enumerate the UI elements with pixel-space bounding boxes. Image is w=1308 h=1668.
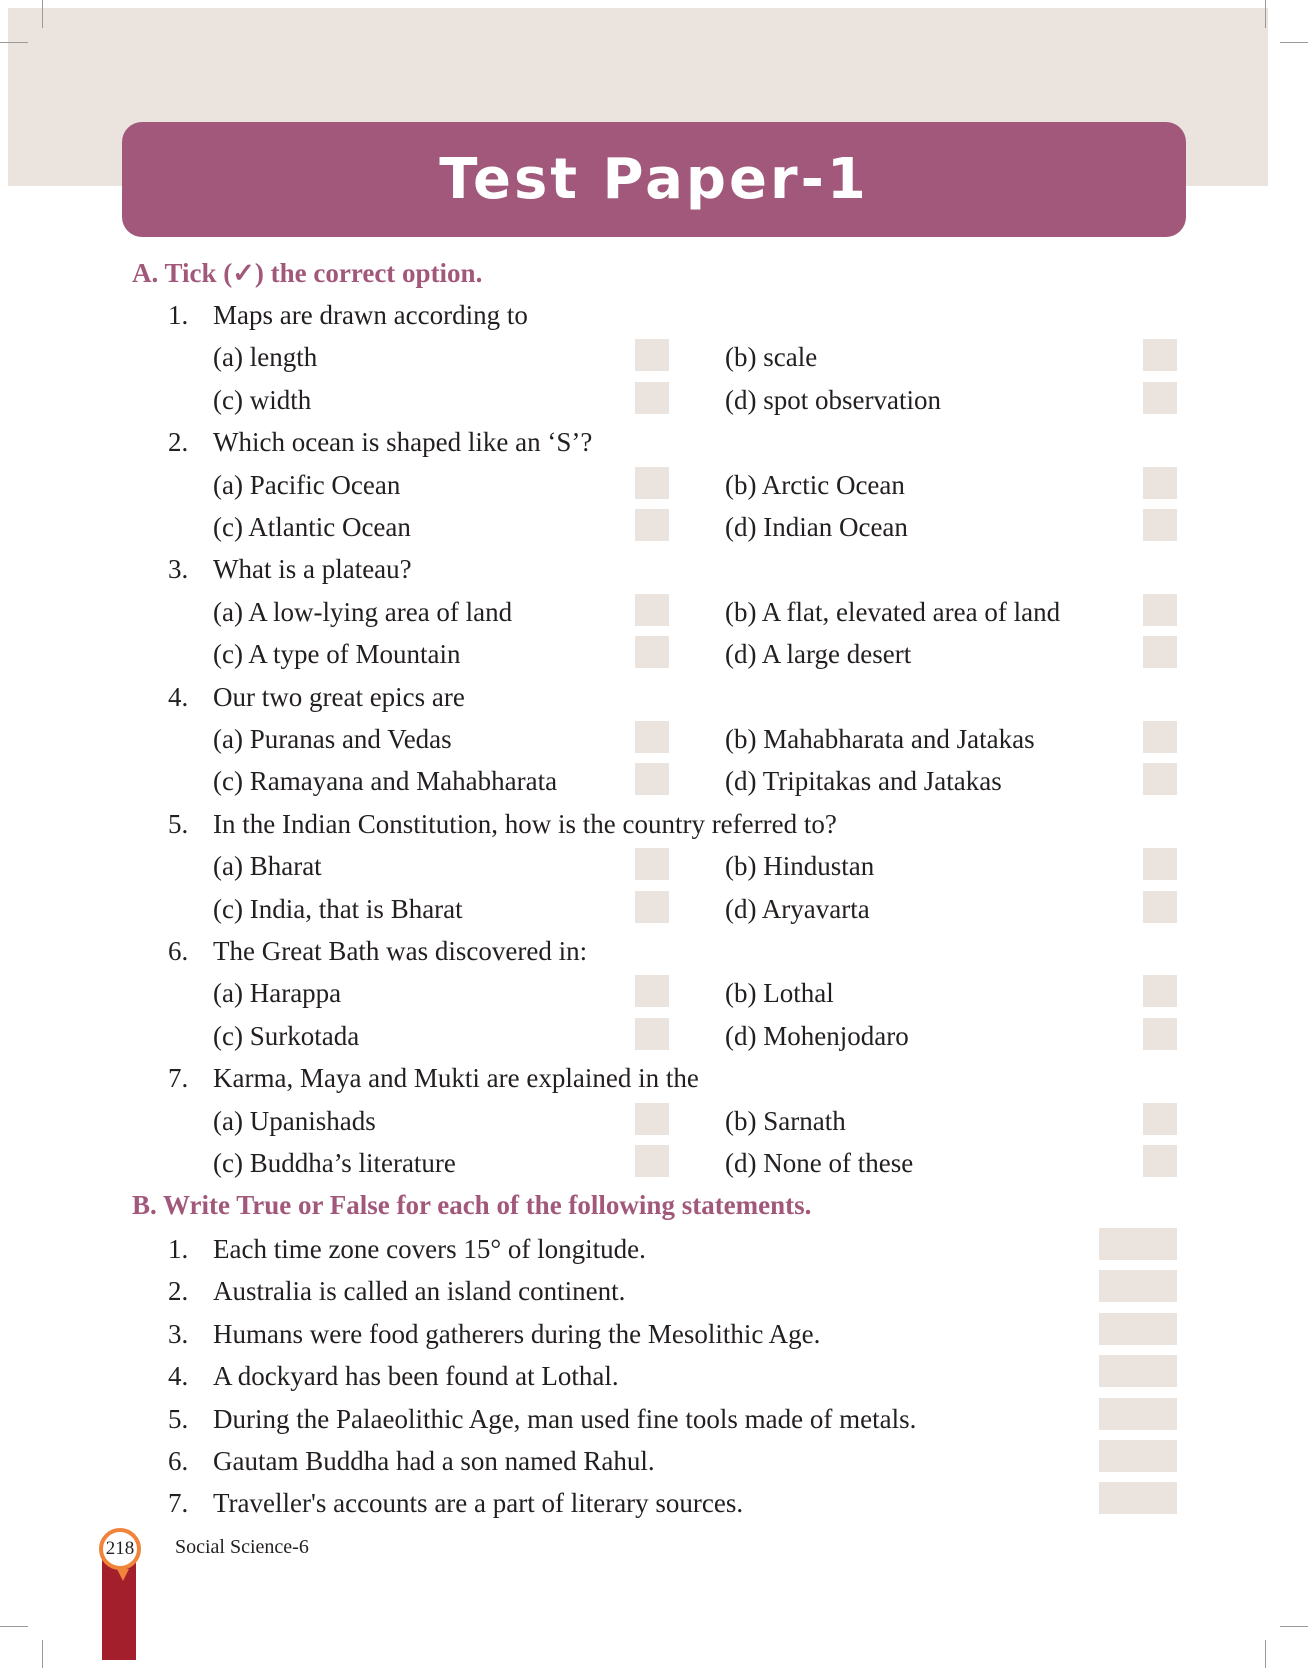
option-label: (d) spot observation xyxy=(725,385,941,415)
crop-mark xyxy=(0,42,28,43)
question-text: Our two great epics are xyxy=(213,682,465,712)
option-label: (a) Puranas and Vedas xyxy=(213,724,452,754)
question-text: Karma, Maya and Mukti are explained in the xyxy=(213,1063,699,1093)
tick-box[interactable] xyxy=(1143,1145,1177,1177)
true-false-answer-box[interactable] xyxy=(1099,1270,1177,1302)
option-label: (a) A low-lying area of land xyxy=(213,597,513,627)
option-label: (c) A type of Mountain xyxy=(213,639,461,669)
true-false-answer-box[interactable] xyxy=(1099,1313,1177,1345)
tick-box[interactable] xyxy=(1143,721,1177,753)
page-number: 218 xyxy=(105,1538,135,1559)
option-label: (b) Sarnath xyxy=(725,1106,846,1136)
tick-box[interactable] xyxy=(635,1018,669,1050)
tick-box[interactable] xyxy=(635,636,669,668)
option-label: (d) None of these xyxy=(725,1148,914,1178)
true-false-answer-box[interactable] xyxy=(1099,1355,1177,1387)
page-marker-pointer xyxy=(117,1569,129,1581)
tick-box[interactable] xyxy=(1143,339,1177,371)
option-label: (c) Buddha’s literature xyxy=(213,1148,456,1178)
tick-box[interactable] xyxy=(635,509,669,541)
statement-text: During the Palaeolithic Age, man used fine tools made of metals. xyxy=(213,1404,917,1434)
section-b-heading: B. Write True or False for each of the following statements. xyxy=(132,1190,812,1220)
question-text: In the Indian Constitution, how is the country referred to? xyxy=(213,809,837,839)
title-banner xyxy=(122,122,1186,237)
crop-mark xyxy=(0,1626,28,1627)
tick-box[interactable] xyxy=(1143,636,1177,668)
statement-number: 4. xyxy=(168,1361,189,1391)
option-label: (b) Mahabharata and Jatakas xyxy=(725,724,1035,754)
section-a-heading: A. Tick (✓) the correct option. xyxy=(132,258,483,288)
tick-box[interactable] xyxy=(635,975,669,1007)
tick-box[interactable] xyxy=(1143,891,1177,923)
true-false-answer-box[interactable] xyxy=(1099,1228,1177,1260)
statement-number: 6. xyxy=(168,1446,189,1476)
question-number: 4. xyxy=(168,682,189,712)
option-label: (d) Aryavarta xyxy=(725,894,870,924)
crop-mark xyxy=(42,0,43,28)
tick-box[interactable] xyxy=(635,1103,669,1135)
question-number: 7. xyxy=(168,1063,189,1093)
tick-box[interactable] xyxy=(635,848,669,880)
tick-box[interactable] xyxy=(1143,509,1177,541)
crop-mark xyxy=(1280,42,1308,43)
option-label: (b) Arctic Ocean xyxy=(725,470,905,500)
option-label: (d) Indian Ocean xyxy=(725,512,908,542)
tick-box[interactable] xyxy=(1143,1103,1177,1135)
question-number: 2. xyxy=(168,427,189,457)
tick-box[interactable] xyxy=(635,382,669,414)
crop-mark xyxy=(1280,1626,1308,1627)
page-title: Test Paper-1 xyxy=(439,147,869,212)
statement-text: Each time zone covers 15° of longitude. xyxy=(213,1234,646,1264)
option-label: (d) Tripitakas and Jatakas xyxy=(725,766,1002,796)
statement-number: 7. xyxy=(168,1488,189,1518)
tick-box[interactable] xyxy=(1143,763,1177,795)
statement-text: Humans were food gatherers during the Mesolithic Age. xyxy=(213,1319,821,1349)
option-label: (b) Lothal xyxy=(725,978,834,1008)
statement-number: 5. xyxy=(168,1404,189,1434)
question-number: 6. xyxy=(168,936,189,966)
tick-box[interactable] xyxy=(635,763,669,795)
tick-box[interactable] xyxy=(635,467,669,499)
question-text: Which ocean is shaped like an ‘S’? xyxy=(213,427,593,457)
option-label: (a) length xyxy=(213,342,318,372)
tick-box[interactable] xyxy=(1143,382,1177,414)
question-number: 3. xyxy=(168,554,189,584)
tick-box[interactable] xyxy=(635,721,669,753)
option-label: (d) A large desert xyxy=(725,639,912,669)
page-number-badge xyxy=(99,1528,141,1570)
option-label: (a) Pacific Ocean xyxy=(213,470,401,500)
true-false-answer-box[interactable] xyxy=(1099,1398,1177,1430)
option-label: (d) Mohenjodaro xyxy=(725,1021,909,1051)
option-label: (c) Surkotada xyxy=(213,1021,360,1051)
option-label: (a) Harappa xyxy=(213,978,342,1008)
statement-number: 1. xyxy=(168,1234,189,1264)
tick-box[interactable] xyxy=(1143,848,1177,880)
option-label: (b) scale xyxy=(725,342,818,372)
tick-box[interactable] xyxy=(1143,1018,1177,1050)
option-label: (a) Bharat xyxy=(213,851,322,881)
crop-mark xyxy=(1265,1640,1266,1668)
option-label: (c) India, that is Bharat xyxy=(213,894,463,924)
tick-box[interactable] xyxy=(1143,975,1177,1007)
option-label: (c) Atlantic Ocean xyxy=(213,512,411,542)
statement-text: Gautam Buddha had a son named Rahul. xyxy=(213,1446,655,1476)
book-title: Social Science-6 xyxy=(175,1536,309,1558)
question-text: Maps are drawn according to xyxy=(213,300,528,330)
option-label: (b) A flat, elevated area of land xyxy=(725,597,1061,627)
question-text: What is a plateau? xyxy=(213,554,412,584)
statement-number: 2. xyxy=(168,1276,189,1306)
tick-box[interactable] xyxy=(635,594,669,626)
tick-box[interactable] xyxy=(635,339,669,371)
statement-number: 3. xyxy=(168,1319,189,1349)
question-number: 1. xyxy=(168,300,189,330)
tick-box[interactable] xyxy=(1143,594,1177,626)
option-label: (a) Upanishads xyxy=(213,1106,376,1136)
statement-text: Traveller's accounts are a part of literary sources. xyxy=(213,1488,744,1518)
tick-box[interactable] xyxy=(1143,467,1177,499)
option-label: (b) Hindustan xyxy=(725,851,875,881)
statement-text: A dockyard has been found at Lothal. xyxy=(213,1361,619,1391)
option-label: (c) width xyxy=(213,385,312,415)
tick-box[interactable] xyxy=(635,1145,669,1177)
crop-mark xyxy=(42,1640,43,1668)
tick-box[interactable] xyxy=(635,891,669,923)
crop-mark xyxy=(1265,0,1266,28)
question-number: 5. xyxy=(168,809,189,839)
option-label: (c) Ramayana and Mahabharata xyxy=(213,766,558,796)
true-false-answer-box[interactable] xyxy=(1099,1482,1177,1514)
true-false-answer-box[interactable] xyxy=(1099,1440,1177,1472)
question-text: The Great Bath was discovered in: xyxy=(213,936,588,966)
statement-text: Australia is called an island continent. xyxy=(213,1276,626,1306)
